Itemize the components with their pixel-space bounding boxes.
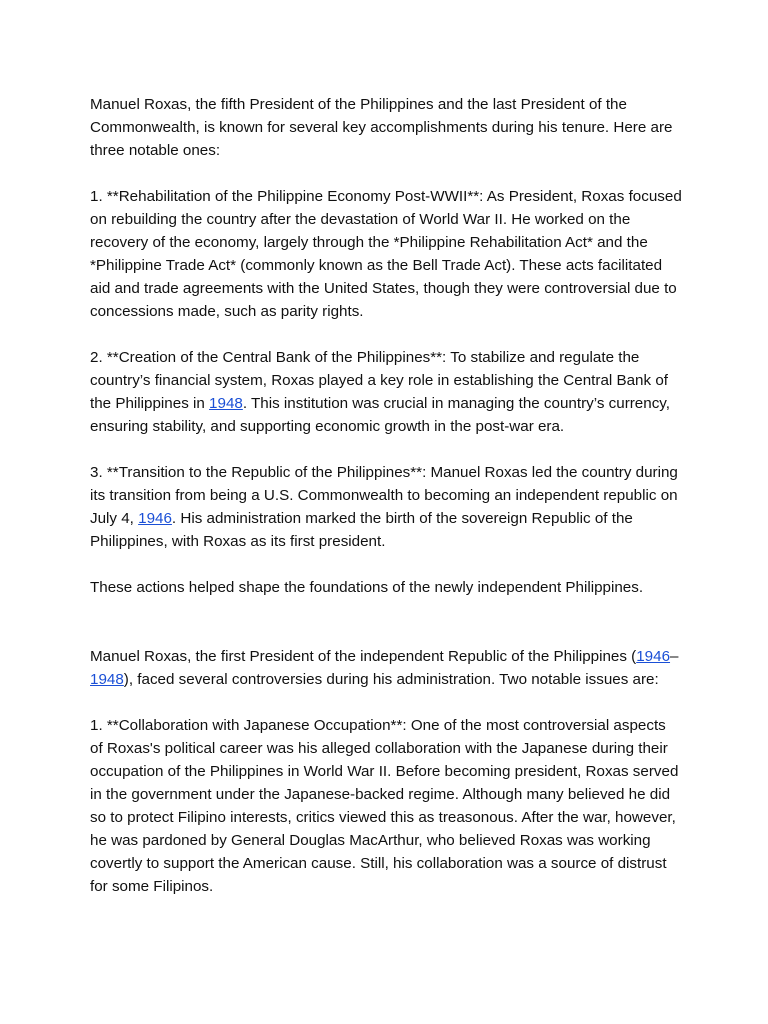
controversies-intro-text-after: ), faced several controversies during his administration. Two notable issues are: — [123, 671, 659, 688]
closing-paragraph: These actions helped shape the foundations of the newly independent Philippines. — [90, 579, 644, 596]
accomplishment-2-text-after: . This institution was crucial in managing the country’s currency, ensuring stability, and supporting economic growth in the post-war era. — [90, 395, 670, 435]
accomplishment-3-text-after: . His administration marked the birth of the sovereign Republic of the Philippines, with Roxas as its first president. — [90, 510, 633, 550]
accomplishment-3-paragraph — [90, 461, 682, 553]
accomplishment-1-paragraph: 1. **Rehabilitation of the Philippine Economy Post-WWII**: As President, Roxas focused on rebuilding the country after the devastation of World War II. He worked on the recovery of the economy, largely through the *Philippine Rehabilitation Act* and the *Philippine Trade Act* (commonly known as the Bell Trade Act). These acts facilitated aid and trade agreements with the United States, though they were controversial due to concessions made, such as parity rights. — [90, 188, 682, 320]
year-range-dash: – — [670, 648, 679, 665]
accomplishment-3-text-before: 3. **Transition to the Republic of the Philippines**: Manuel Roxas led the country during its transition from being a U.S. Commonwealth to becoming an independent republic on July 4, — [90, 464, 678, 527]
intro-paragraph: Manuel Roxas, the fifth President of the Philippines and the last President of the Commonwealth, is known for several key accomplishments during his tenure. Here are three notable ones: — [90, 96, 673, 159]
document-page — [90, 93, 682, 921]
controversies-intro-text-before: Manuel Roxas, the first President of the independent Republic of the Philippines ( — [90, 648, 637, 665]
year-1946-link[interactable]: 1946 — [138, 510, 172, 527]
accomplishment-2-text-before: 2. **Creation of the Central Bank of the Philippines**: To stabilize and regulate the country’s financial system, Roxas played a key role in establishing the Central Bank of the Philippines in — [90, 349, 668, 412]
year-1948-range-link[interactable]: 1948 — [90, 671, 124, 688]
year-1948-link[interactable]: 1948 — [209, 395, 243, 412]
controversy-1-paragraph: 1. **Collaboration with Japanese Occupation**: One of the most controversial aspects of Roxas's political career was his alleged collaboration with the Japanese during their occupation of the Philippines in World War II. Before becoming president, Roxas served in the government under the Japanese-backed regime. Although many believed he did so to protect Filipino interests, critics viewed this as treasonous. After the war, however, he was pardoned by General Douglas MacArthur, who believed Roxas was working covertly to support the American cause. Still, his collaboration was a source of distrust for some Filipinos. — [90, 717, 679, 895]
controversies-intro-paragraph — [90, 645, 682, 691]
accomplishment-2-paragraph — [90, 346, 682, 438]
year-1946-range-link[interactable]: 1946 — [636, 648, 671, 665]
